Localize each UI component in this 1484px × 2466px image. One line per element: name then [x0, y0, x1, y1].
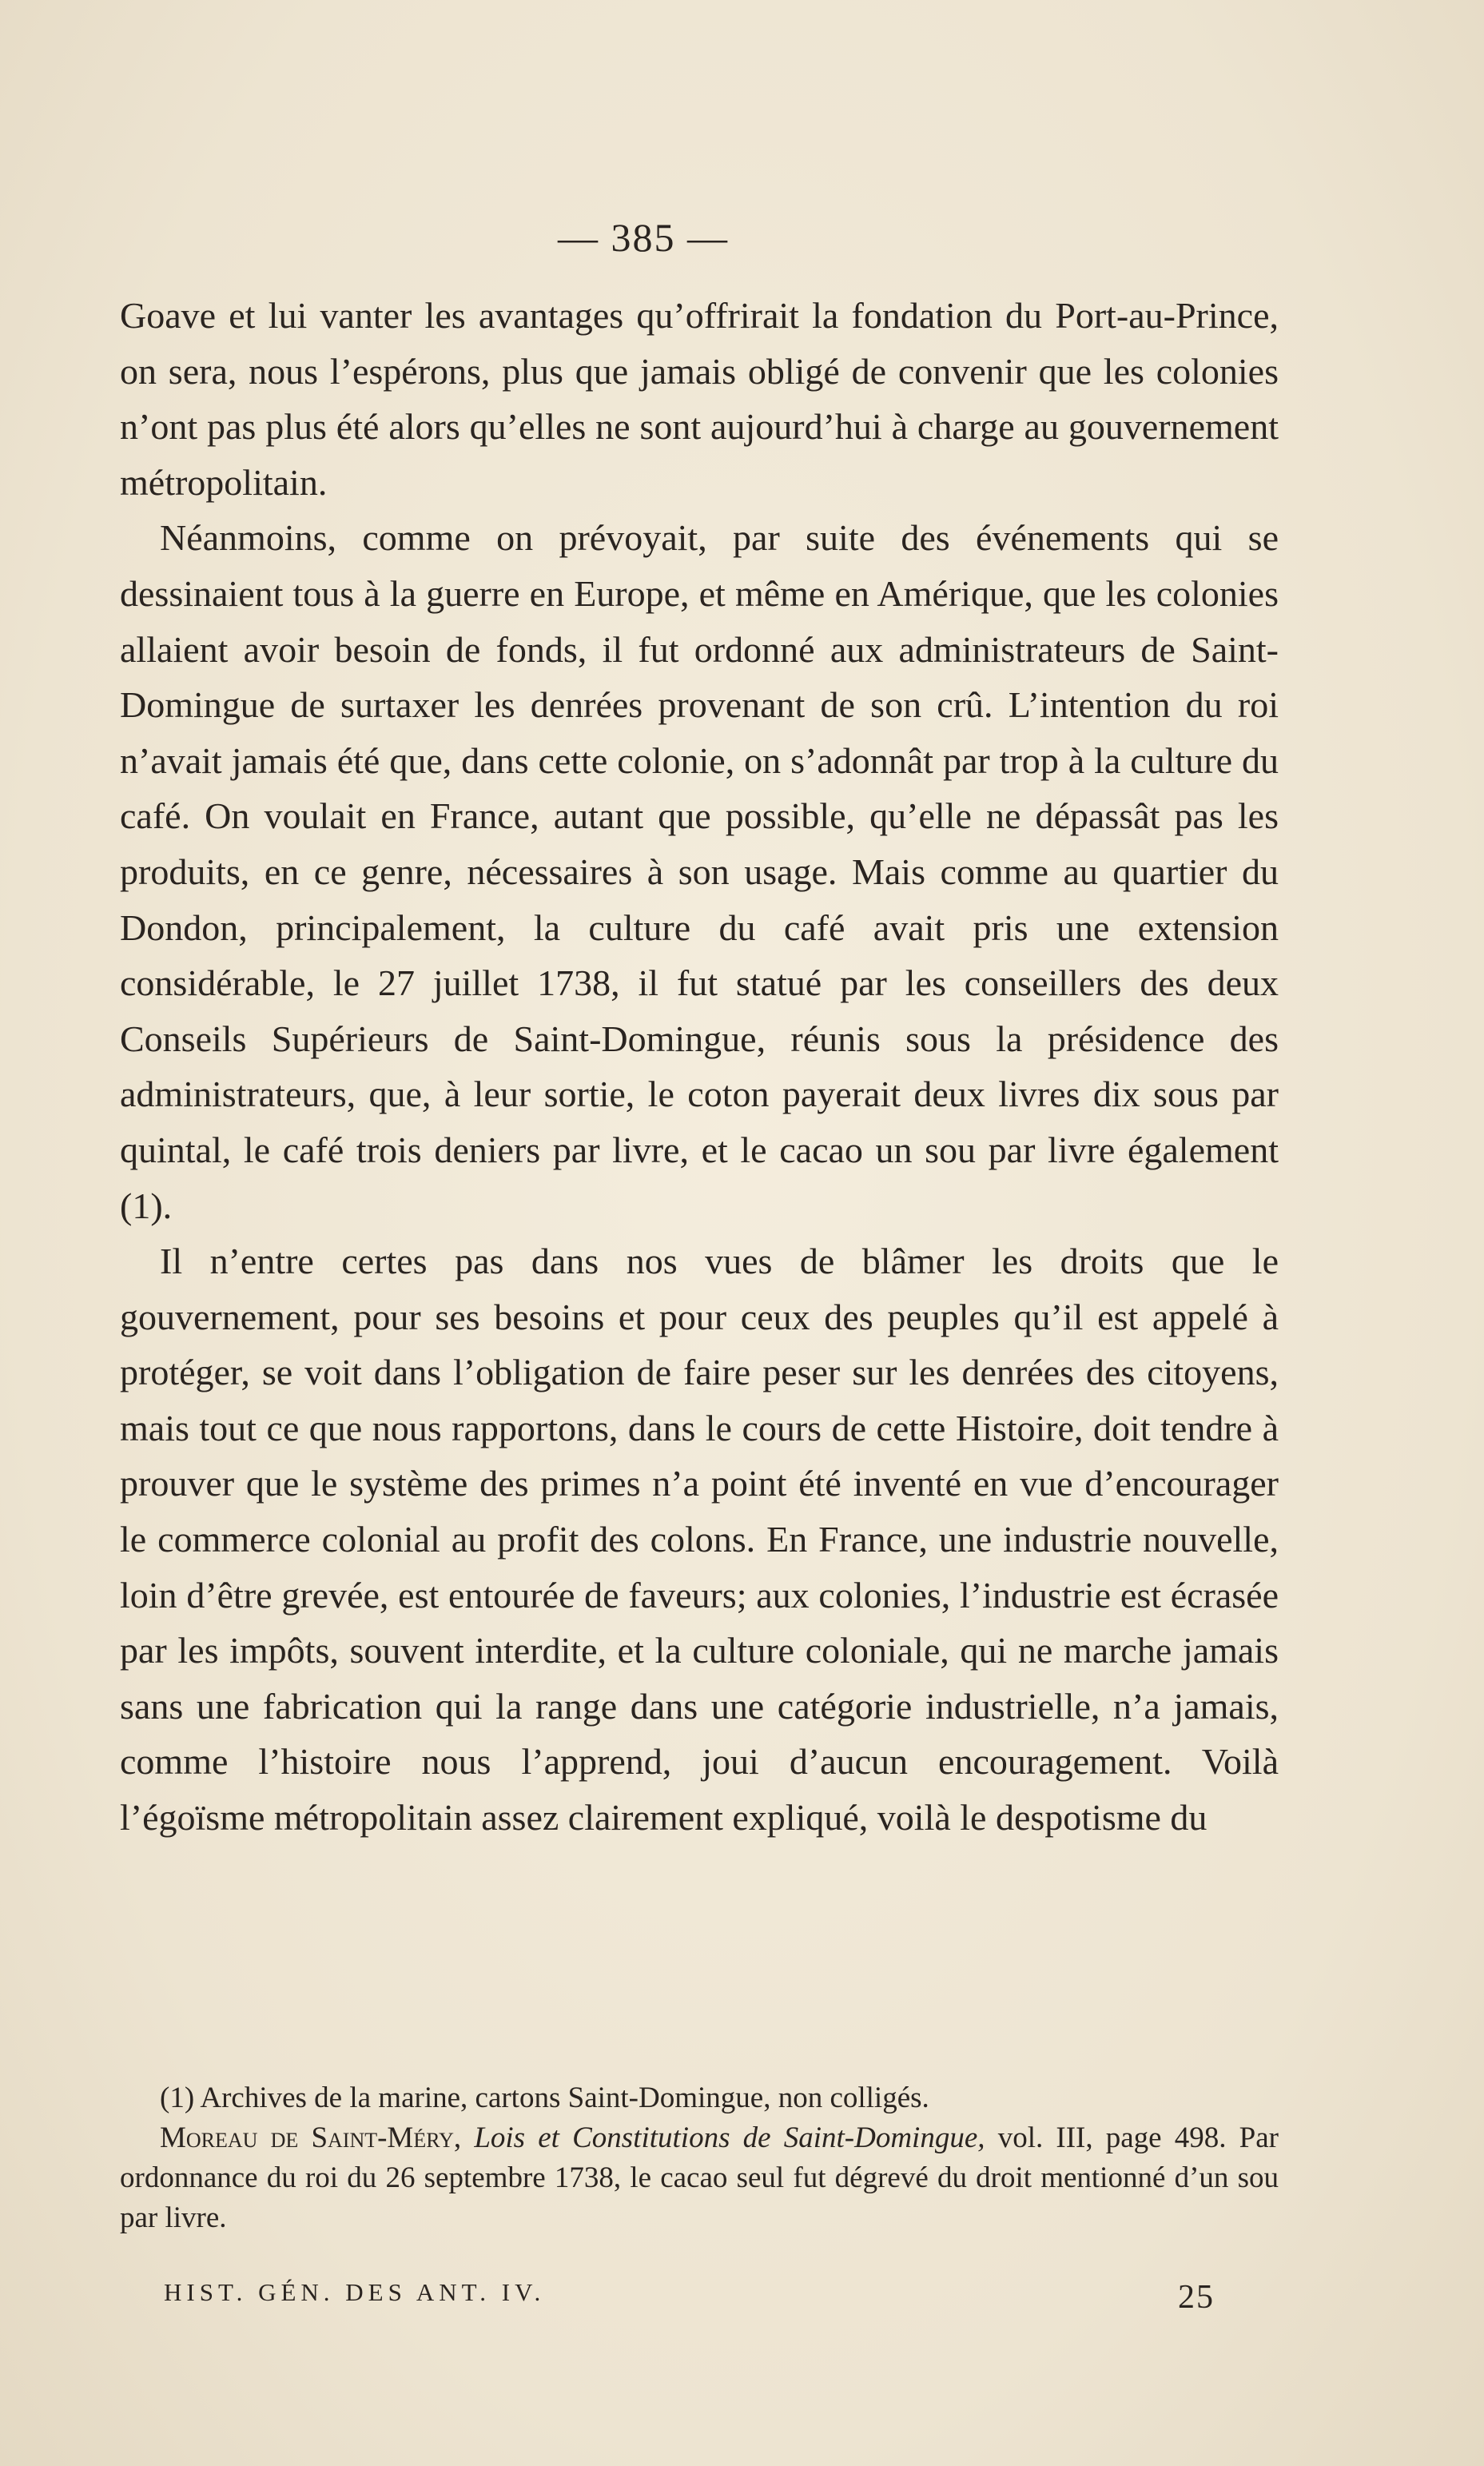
body-text — [120, 288, 1279, 1846]
footnote-title: Lois et Constitutions de Saint-Domingue, — [474, 2121, 985, 2154]
signature-mark: HIST. GÉN. DES ANT. IV. — [164, 2278, 546, 2306]
page-number: — 385 — — [558, 215, 729, 260]
paragraph-2: Néanmoins, comme on prévoyait, par suite des événements qui se dessinaient tous à la guerre en Europe, et même en Amérique, que les colonies allaient avoir besoin de fonds, il fut ordonné aux administrateurs de Saint-Domingue de surtaxer les denrées provenant de son crû. L’intention du roi n’avait jamais été que, dans cette colonie, on s’adonnât par trop à la culture du café. On voulait en France, autant que possible, qu’elle ne dépassât pas les produits, en ce genre, nécessaires à son usage. Mais comme au quartier du Dondon, principalement, la culture du café avait pris une extension considérable, le 27 juillet 1738, il fut statué par les conseillers des deux Conseils Supérieurs de Saint-Domingue, réunis sous la présidence des administrateurs, que, à leur sortie, le coton payerait deux livres dix sous par quintal, le café trois deniers par livre, et le cacao un sou par livre également (1). — [120, 517, 1279, 1226]
footnote-rest: vol. III, page 498. Par ordonnance du roi du 26 septembre 1738, le cacao seul fut dégrevé du droit mentionné d’un sou par livre. — [120, 2121, 1279, 2234]
footnote-author: Moreau de Saint-Méry, — [160, 2121, 462, 2154]
footnotes — [120, 2078, 1279, 2238]
footnote-1: (1) Archives de la marine, cartons Saint-Domingue, non colligés. — [160, 2082, 929, 2114]
footnote-2 — [120, 2118, 1279, 2238]
printer-signature — [164, 2278, 1279, 2316]
signature-number: 25 — [1178, 2279, 1215, 2316]
paragraph-1: Goave et lui vanter les avantages qu’offrirait la fondation du Port-au-Prince, on sera, nous l’espérons, plus que jamais obligé de convenir que les colonies n’ont pas plus été alors qu’elles ne sont aujourd’hui à charge au gouvernement métropolitain. — [120, 295, 1279, 503]
paragraph-3: Il n’entre certes pas dans nos vues de blâmer les droits que le gouvernement, pour ses besoins et pour ceux des peuples qu’il est appelé à protéger, se voit dans l’obligation de faire peser sur les denrées des citoyens, mais tout ce que nous rapportons, dans le cours de cette Histoire, doit tendre à prouver que le système des primes n’a point été inventé en vue d’encourager le commerce colonial au profit des colons. En France, une industrie nouvelle, loin d’être grevée, est entourée de faveurs; aux colonies, l’industrie est écrasée par les impôts, souvent interdite, et la culture coloniale, qui ne marche jamais sans une fabrication qui la range dans une catégorie industrielle, n’a jamais, comme l’histoire nous l’apprend, joui d’aucun encouragement. Voilà l’égoïsme métropolitain assez clairement expliqué, voilà le despotisme du — [120, 1241, 1279, 1839]
